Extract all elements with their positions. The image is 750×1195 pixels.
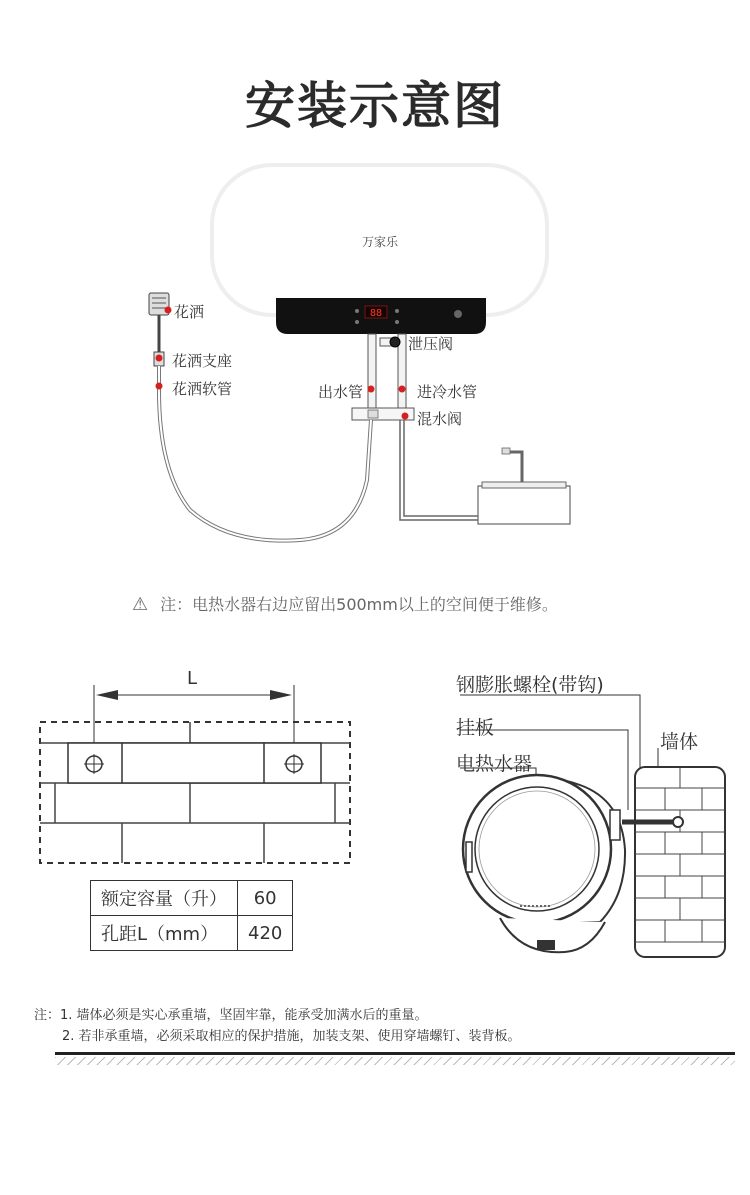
wall-hole-diagram	[0, 660, 370, 875]
label-cold-inlet-pipe: 进冷水管	[417, 383, 478, 401]
note-line-1: 注：1. 墙体必须是实心承重墙，坚固牢靠，能承受加满水后的重量。	[34, 1008, 428, 1023]
label-mixing-valve: 混水阀	[417, 410, 463, 428]
table-row	[91, 881, 293, 916]
notes	[34, 1005, 521, 1047]
table-row	[91, 916, 293, 951]
installation-diagram	[0, 0, 750, 570]
display-digits: 88	[369, 308, 383, 319]
floor-hatch	[55, 1057, 735, 1065]
warning-triangle-icon: ⚠	[132, 594, 149, 615]
note-line-2: 2. 若非承重墙，必须采取相应的保护措施，加装支架、使用穿墙螺钉、装背板。	[62, 1029, 521, 1044]
heater-brand: 万家乐	[362, 235, 399, 249]
page-title: 安装示意图	[245, 77, 505, 135]
dimension-label: L	[187, 668, 198, 689]
label-outlet-pipe: 出水管	[318, 383, 364, 401]
warning-note: ⚠ 注：电热水器右边应留出500mm以上的空间便于维修。	[132, 594, 558, 615]
spec-label: 孔距L（mm）	[91, 916, 238, 951]
label-shower-head: 花洒	[174, 303, 205, 321]
relief-valve-icon	[390, 337, 400, 347]
label-bracket: 挂板	[456, 717, 495, 739]
floor-line	[55, 1052, 735, 1055]
spec-table	[90, 880, 293, 951]
label-bolt: 钢膨胀螺栓(带钩)	[456, 674, 604, 696]
label-shower-hose: 花洒软管	[172, 380, 233, 398]
spec-value: 420	[238, 916, 293, 951]
label-wall: 墙体	[660, 731, 699, 753]
label-relief-valve: 泄压阀	[408, 335, 454, 353]
spec-value: 60	[238, 881, 293, 916]
sink-shape	[478, 486, 570, 524]
spec-label: 额定容量（升）	[91, 881, 238, 916]
label-heater: 电热水器	[456, 753, 533, 775]
label-shower-holder: 花洒支座	[172, 352, 233, 370]
side-view-diagram	[440, 660, 740, 970]
